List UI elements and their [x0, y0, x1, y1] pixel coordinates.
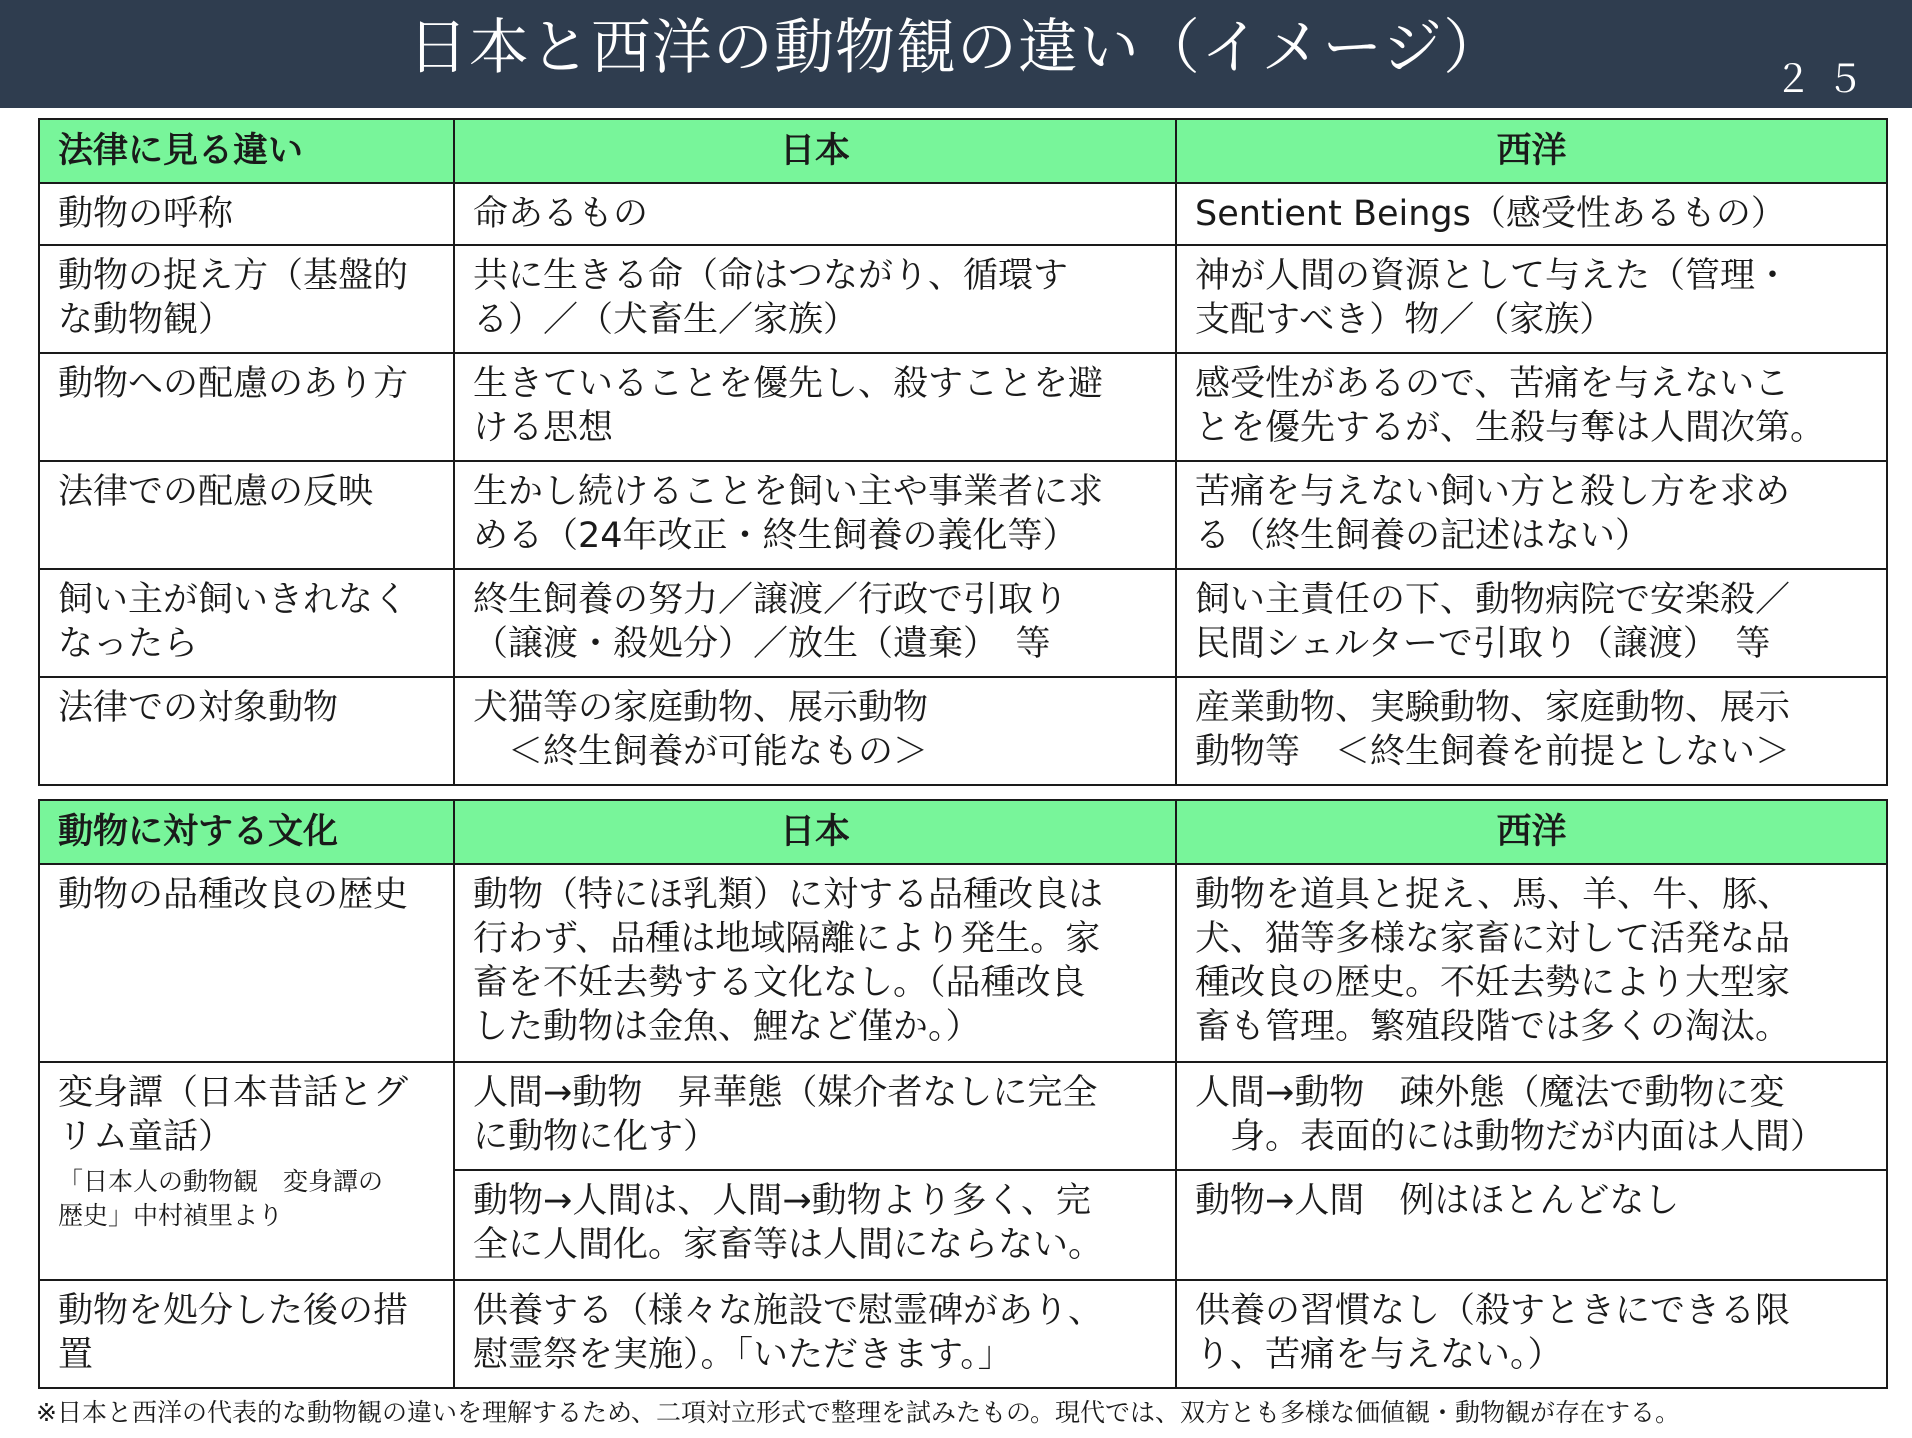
japan-cell: 終生飼養の努力／譲渡／行政で引取り （譲渡・殺処分）／放生（遺棄） 等	[454, 569, 1176, 677]
page-number: ２５	[1773, 57, 1878, 101]
footnote: ※日本と西洋の代表的な動物観の違いを理解するため、二項対立形式で整理を試みたもの。現代では、双方とも多様な価値観・動物観が存在する。	[36, 1398, 1680, 1427]
row-label: 変身譚（日本昔話とグ リム童話）	[58, 1073, 409, 1157]
japan-cell: 動物→人間は、人間→動物より多く、完 全に人間化。家畜等は人間にならない。	[454, 1170, 1176, 1280]
west-cell: 動物を道具と捉え、馬、羊、牛、豚、 犬、猫等多様な家畜に対して活発な品 種改良の歴史。不妊去勢により大型家 畜も管理。繁殖段階では多くの淘汰。	[1176, 864, 1887, 1062]
table-row	[39, 1062, 1887, 1170]
culture-comparison-table	[38, 799, 1888, 1389]
west-cell: 飼い主責任の下、動物病院で安楽殺／ 民間シェルターで引取り（譲渡） 等	[1176, 569, 1887, 677]
japan-cell: 犬猫等の家庭動物、展示動物 ＜終生飼養が可能なもの＞	[454, 677, 1176, 785]
source-note: 「日本人の動物観 変身譚の 歴史」中村禎里より	[58, 1167, 384, 1230]
header-japan: 日本	[454, 119, 1176, 183]
west-cell: 産業動物、実験動物、家庭動物、展示 動物等 ＜終生飼養を前提としない＞	[1176, 677, 1887, 785]
table-row	[39, 245, 1887, 353]
row-label: 法律での配慮の反映	[39, 461, 454, 569]
japan-cell: 動物（特にほ乳類）に対する品種改良は 行わず、品種は地域隔離により発生。家 畜を不妊去勢する文化なし。（品種改良 した動物は金魚、鯉など僅か。）	[454, 864, 1176, 1062]
header-law-differences: 法律に見る違い	[39, 119, 454, 183]
west-cell: 人間→動物 疎外態（魔法で動物に変 身。表面的には動物だが内面は人間）	[1176, 1062, 1887, 1170]
row-label-transformation	[39, 1062, 454, 1280]
japan-cell: 生かし続けることを飼い主や事業者に求 める（24年改正・終生飼養の義化等）	[454, 461, 1176, 569]
japan-cell: 生きていることを優先し、殺すことを避 ける思想	[454, 353, 1176, 461]
header-west: 西洋	[1176, 119, 1887, 183]
table-header-row	[39, 800, 1887, 864]
west-cell: Sentient Beings（感受性あるもの）	[1176, 183, 1887, 245]
row-label: 法律での対象動物	[39, 677, 454, 785]
west-cell: 神が人間の資源として与えた（管理・ 支配すべき）物／（家族）	[1176, 245, 1887, 353]
row-label: 動物の呼称	[39, 183, 454, 245]
west-cell: 苦痛を与えない飼い方と殺し方を求め る（終生飼養の記述はない）	[1176, 461, 1887, 569]
table-header-row	[39, 119, 1887, 183]
row-label: 動物の品種改良の歴史	[39, 864, 454, 1062]
west-cell: 動物→人間 例はほとんどなし	[1176, 1170, 1887, 1280]
table-row	[39, 1280, 1887, 1388]
row-label: 飼い主が飼いきれなく なったら	[39, 569, 454, 677]
table-row	[39, 864, 1887, 1062]
row-label: 動物への配慮のあり方	[39, 353, 454, 461]
row-label: 動物の捉え方（基盤的 な動物観）	[39, 245, 454, 353]
header-west: 西洋	[1176, 800, 1887, 864]
japan-cell: 共に生きる命（命はつながり、循環す る）／（犬畜生／家族）	[454, 245, 1176, 353]
west-cell: 供養の習慣なし（殺すときにできる限 り、苦痛を与えない。）	[1176, 1280, 1887, 1388]
west-cell: 感受性があるので、苦痛を与えないこ とを優先するが、生殺与奪は人間次第。	[1176, 353, 1887, 461]
table-row	[39, 183, 1887, 245]
page-title: 日本と西洋の動物観の違い（イメージ）	[407, 13, 1505, 83]
row-label: 動物を処分した後の措 置	[39, 1280, 454, 1388]
japan-cell: 供養する（様々な施設で慰霊碑があり、 慰霊祭を実施）。「いただきます。」	[454, 1280, 1176, 1388]
table-row	[39, 677, 1887, 785]
table-row	[39, 353, 1887, 461]
japan-cell: 人間→動物 昇華態（媒介者なしに完全 に動物に化す）	[454, 1062, 1176, 1170]
header-japan: 日本	[454, 800, 1176, 864]
header-culture: 動物に対する文化	[39, 800, 454, 864]
law-comparison-table	[38, 118, 1888, 786]
title-bar	[0, 0, 1912, 108]
table-row	[39, 461, 1887, 569]
table-row	[39, 569, 1887, 677]
japan-cell: 命あるもの	[454, 183, 1176, 245]
